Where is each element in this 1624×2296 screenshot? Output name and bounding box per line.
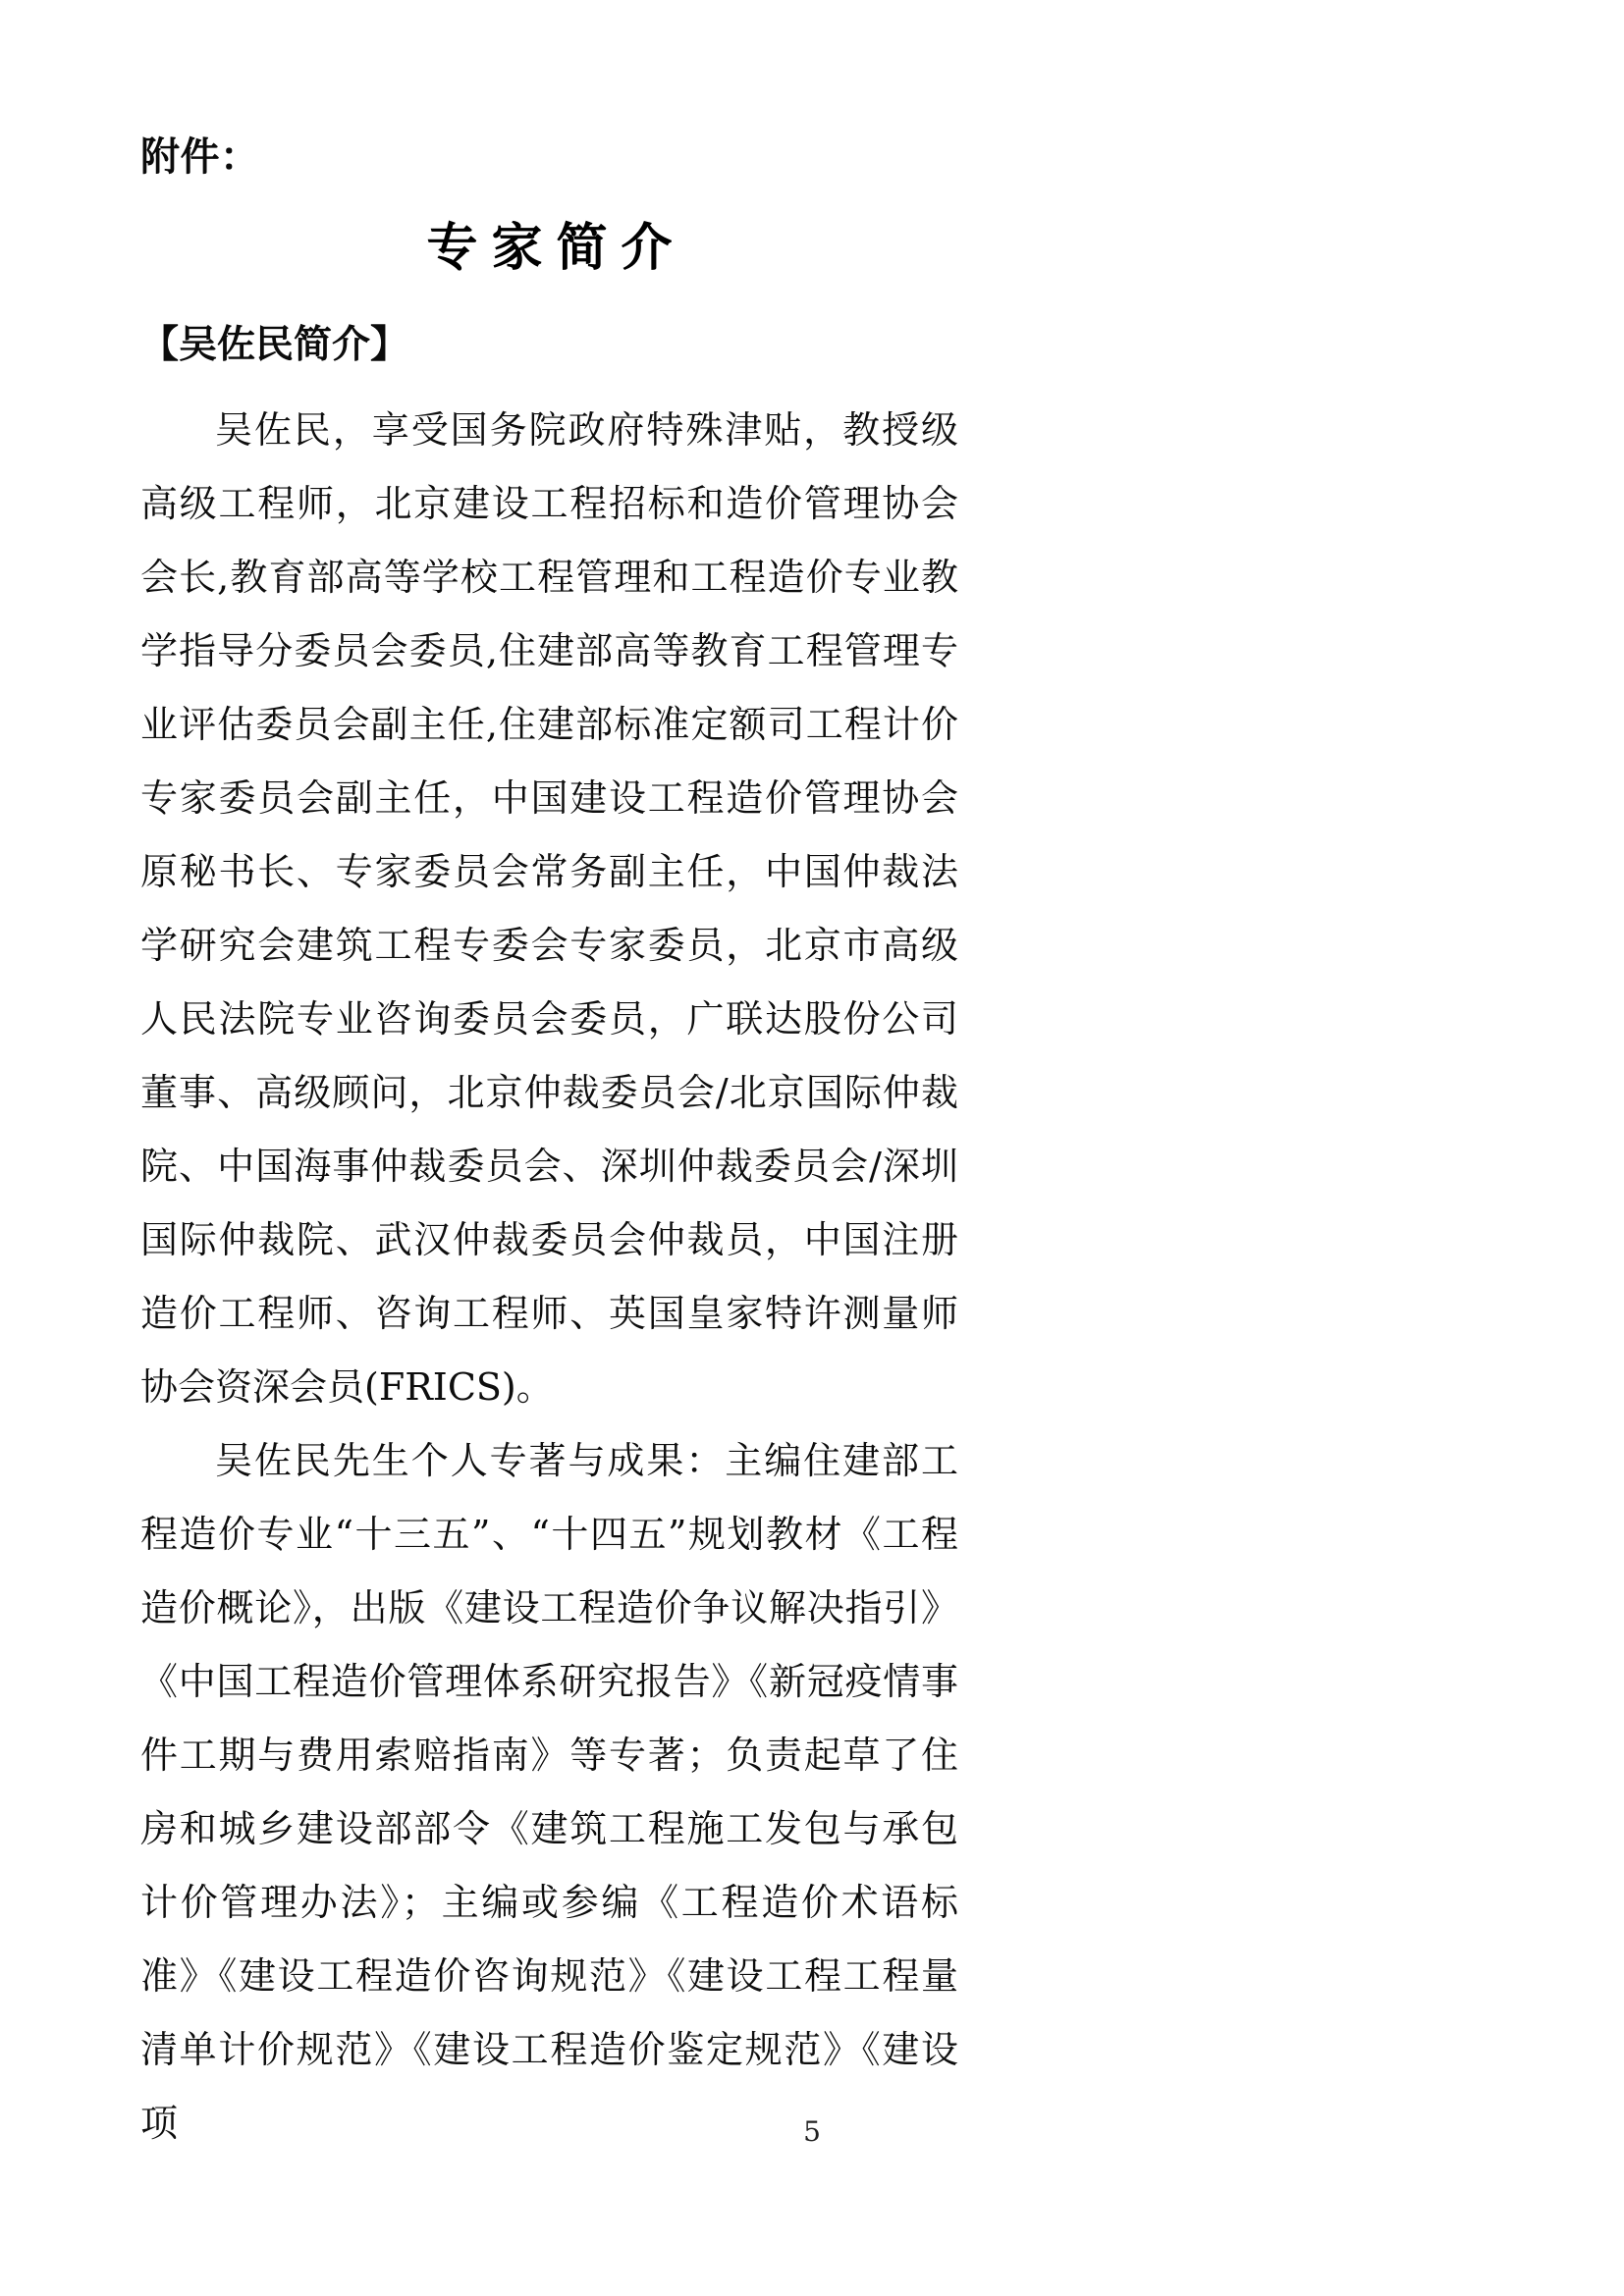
page-number: 5 — [803, 2115, 821, 2148]
page-title: 专家简介 — [426, 218, 686, 278]
body-paragraph-publications: 吴佐民先生个人专著与成果：主编住建部工程造价专业“十三五”、“十四五”规划教材《工程造价概论》，出版《建设工程造价争议解决指引》《中国工程造价管理体系研究报告》《新冠疫情事件工期与费用索赔指南》等专著；负责起草了住房和城乡建设部部令《建筑工程施工发包与承包计价管理办法》；主编或参编《工程造价术语标准》《建设工程造价咨询规范》《建设工程工程量清单计价规范》《建设工程造价鉴定规范》《建设项 — [140, 1439, 958, 2146]
section-heading-wu-zuomin: 【吴佐民简介】 — [140, 323, 409, 368]
body-paragraph-biography: 吴佐民，享受国务院政府特殊津贴，教授级高级工程师，北京建设工程招标和造价管理协会会长,教育部高等学校工程管理和工程造价专业教学指导分委员会委员,住建部高等教育工程管理专业评估委员会副主任,住建部标准定额司工程计价专家委员会副主任，中国建设工程造价管理协会原秘书长、专家委员会常务副主任，中国仲裁法学研究会建筑工程专委会专家委员，北京市高级人民法院专业咨询委员会委员，广联达股份公司董事、高级顾问，北京仲裁委员会/北京国际仲裁院、中国海事仲裁委员会、深圳仲裁委员会/深圳国际仲裁院、武汉仲裁委员会仲裁员，中国注册造价工程师、咨询工程师、英国皇家特许测量师协会资深会员(FRICS)。 — [140, 408, 958, 1410]
page-content-column — [140, 0, 958, 2161]
attachment-label: 附件： — [140, 134, 260, 180]
